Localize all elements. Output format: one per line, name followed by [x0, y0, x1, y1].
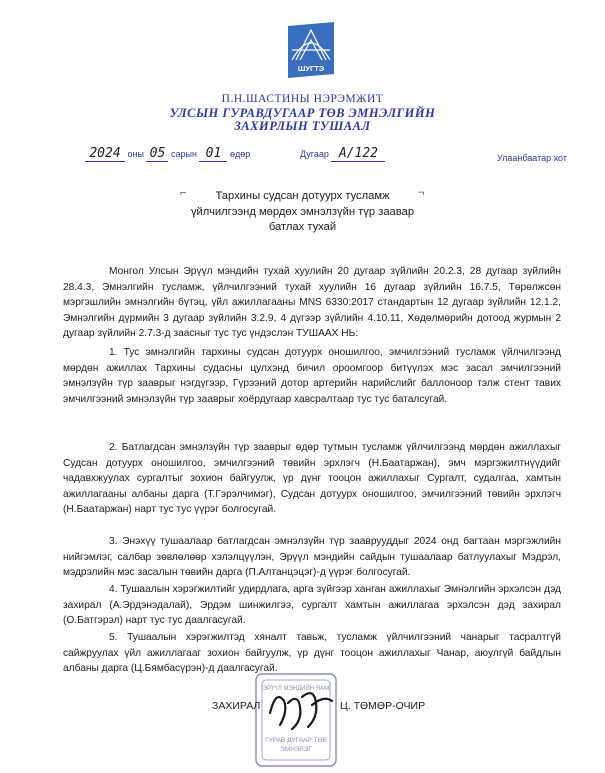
logo-label: ШУГТЭ [297, 64, 325, 73]
order-item-5: 5. Тушаалын хэрэгжилтэд хяналт тавьж, тусламж үйлчилгээний чанарыг тасралтгүй сайжруулах үйл ажиллагааг зохион байгуулж, үр дүнг тооцон ажиллахыг Чанар, аюулгүй байдлын албаны дарга (Ц.Бямбасүрэн)-д даалгасугай. [63, 632, 561, 674]
order-item-3: 3. Энэхүү тушаалаар батлагдсан эмнэлзүйн түр зааврууддыг 2024 онд багтаан мэргэжлийн нийгэмлэг, салбар зөвлөлөөр хэлэлцүүлэн, Эрүүл мэндийн сайдын тушаалаар батлуулахыг Мэдрэл, мэдрэлийн мэс засалын төвийн дарга (П.Алтанцэцэг)-д үүрэг болгосугай. [63, 536, 561, 578]
handwritten-signature [262, 683, 342, 733]
order-item-4: 4. Тушаалын хэрэгжилтийг удирдлага, арга зүйгээр ханган ажиллахыг Эмнэлгийн эрхэлсэн дэд захирал (А.Эрдэнэдалай), Эрдэм шинжилгээ, сургалт хамтын ажиллагаа эрхэлсэн дэд захирал (О.Батгэрэл) нарт тус тус даалгасугай. [63, 584, 561, 626]
month-value: 05 [146, 146, 168, 162]
city-label: Улаанбаатар хот [497, 153, 567, 163]
number-label: Дугаар [300, 149, 329, 159]
date-line [85, 146, 250, 162]
preamble-paragraph: Монгол Улсын Эрүүл мэндийн тухай хуулийн 20 дугаар зүйлийн 20.2.3, 28 дугаар зүйлийн 28.4.3, Эмнэлгийн тусламж, үйлчилгээний тухай хуулийн 16 дугаар зүйлийн 16.7.5, Төрөлжсөн мэргэшлийн эмнэлгийн бүтэц, үйл ажиллагааны MNS 6330:2017 стандартын 12 дугаар зүйлийн 12.1.2, Эмнэлгийн дүрмийн 3 дугаар зүйлийн 3.2.9, 4 дүгээр зүйлийн 4.10.11, Хөдөлмөрийн дотоод журмын 2 дугаар зүйлийн 2.7.3-д заасныг тус тус үндэслэн ТУШААХ НЬ: [63, 266, 561, 339]
signer-name: Ц. ТӨМӨР-ОЧИР [340, 700, 426, 712]
year-value: 2024 [85, 146, 125, 162]
title-corner-left: ⌐ [180, 187, 187, 199]
order-item-1: 1. Тус эмнэлгийн тархины судсан дотуурх оношилгоо, эмчилгээний тусламж үйлчилгээнд мөрдөн ажиллах Тархины судасны цулхэнд бичил ороомгоор битүүлэх мэс засал эмчилгээний эмнэлзүйн түр зааврыг нэгдүгээр, Гүрээний дотор артерийн нарийслийг баллоноор тэлж стент тавих эмчилгээний эмнэлзүйн түр зааврыг хоёрдугаар хавсралтаар тус тус баталсугай. [63, 347, 561, 405]
year-label: оны [127, 149, 144, 159]
document-type: ЗАХИРЛЫН ТУШААЛ [234, 119, 371, 133]
stamp-text-low: ЭМНЭЛЭГ [280, 746, 312, 753]
order-item-2: 2. Батлагдсан эмнэлзүйн түр зааврыг өдөр тутмын тусламж үйлчилгээнд мөрдөн ажиллахыг Судсан дотуурх оношилгоо, эмчилгээний төвийн эрхлэгч (Н.Баатаржан), эмч мэргэжилтнүүдийг чадавхжуулах сургалтыг зохион байгуулж, үр дүнг тооцон ажиллахыг Сургалт, судалгаа, хамтын ажиллагааны албаны дарга (Т.Гэрэлчимэг), Судсан дотуурх оношилгоо, эмчилгээний төвийн эрхлэгч (Н.Баатаржан) нарт тус тус үүрэг болгосугай. [63, 442, 561, 515]
day-value: 01 [199, 146, 227, 162]
named-after: П.Н.ШАСТИНЫ НЭРЭМЖИТ [221, 93, 384, 105]
month-label: сарын [171, 149, 197, 159]
signer-role: ЗАХИРАЛ [212, 700, 261, 712]
title-line-1: Тархины судсан дотуурх тусламж [215, 190, 390, 202]
number-value: А/122 [331, 146, 385, 162]
stamp-text-mid: ГУРАВ ДУГААР ТӨВ [265, 737, 327, 744]
stamp-text-top: ЭРҮҮЛ МЭНДИЙН ЯАМ [262, 686, 330, 692]
institution-name: УЛСЫН ГУРАВДУГААР ТӨВ ЭМНЭЛГИЙН [169, 106, 436, 120]
number-line [300, 146, 385, 162]
title-line-2: үйлчилгээнд мөрдөх эмнэлзүйн түр заавар [190, 205, 415, 218]
title-corner-right: ¬ [418, 187, 425, 199]
hospital-logo [286, 20, 336, 82]
day-label: өдөр [229, 149, 251, 159]
order-title [0, 189, 605, 236]
title-line-3: батлах тухай [268, 221, 337, 233]
